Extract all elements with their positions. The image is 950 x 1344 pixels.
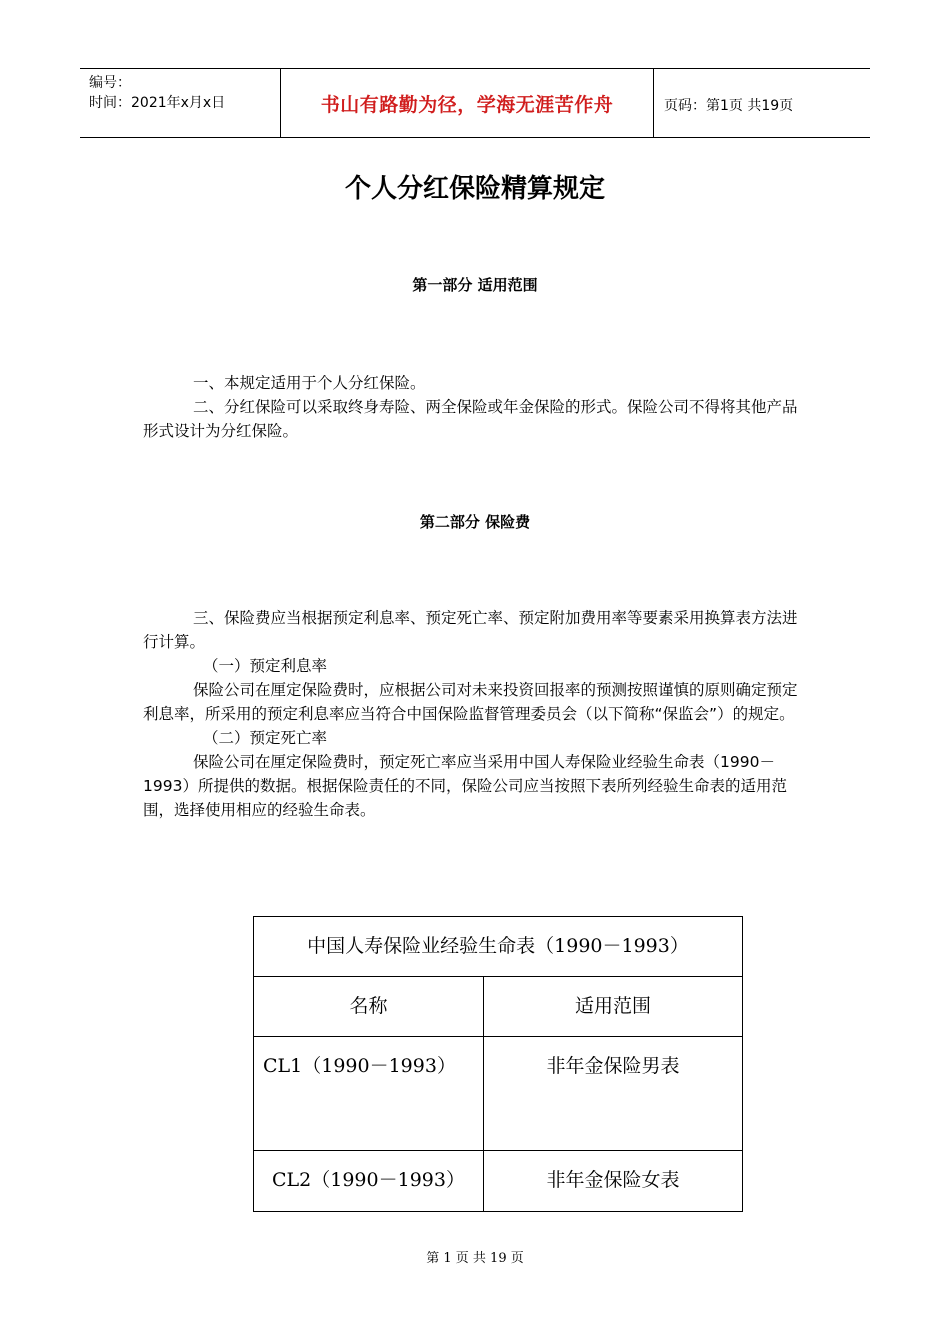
row-1-scope: 非年金保险男表 xyxy=(546,1055,680,1077)
header-page-info: 页码：第1页 共19页 xyxy=(664,98,794,114)
header-name: 名称 xyxy=(349,995,388,1017)
header-right-cell xyxy=(654,69,870,137)
row-1-name: CL1（1990－1993） xyxy=(263,1055,456,1077)
document-title: 个人分红保险精算规定 xyxy=(344,174,605,204)
row-2-scope: 非年金保险女表 xyxy=(546,1169,680,1191)
part1-paragraph-1: 一、本规定适用于个人分红保险。 xyxy=(193,374,426,392)
header-scope: 适用范围 xyxy=(574,995,651,1017)
part1-heading: 第一部分 适用范围 xyxy=(412,276,538,294)
subsection-2-text: 保险公司在厘定保险费时，预定死亡率应当采用中国人寿保险业经验生命表（1990－1993）所提供的数据。根据保险责任的不同，保险公司应当按照下表所列经验生命表的适用范围，选择使用相应的经验生命表。 xyxy=(143,753,787,819)
table-row xyxy=(254,1037,742,1151)
page-footer: 第 1 页 共 19 页 xyxy=(426,1251,524,1266)
table-row xyxy=(254,1151,742,1211)
table-caption-row xyxy=(254,917,742,977)
part2-paragraph-3: 三、保险费应当根据预定利息率、预定死亡率、预定附加费用率等要素采用换算表方法进行计算。 xyxy=(143,609,798,651)
subsection-1-heading: （一）预定利息率 xyxy=(203,657,328,675)
part1-paragraph-2: 二、分红保险可以采取终身寿险、两全保险或年金保险的形式。保险公司不得将其他产品形式设计为分红保险。 xyxy=(143,398,798,440)
header-motto: 书山有路勤为径，学海无涯苦作舟 xyxy=(320,94,614,116)
table-caption: 中国人寿保险业经验生命表（1990－1993） xyxy=(307,935,689,957)
life-table xyxy=(253,916,743,1212)
row-2-name: CL2（1990－1993） xyxy=(272,1169,465,1191)
time-label: 时间：2021年x月x日 xyxy=(89,95,226,111)
part2-heading: 第二部分 保险费 xyxy=(419,513,531,531)
subsection-1-text: 保险公司在厘定保险费时，应根据公司对未来投资回报率的预测按照谨慎的原则确定预定利息率，所采用的预定利息率应当符合中国保险监督管理委员会（以下简称“保监会”）的规定。 xyxy=(143,681,798,723)
number-label: 编号： xyxy=(89,75,131,91)
header-middle-cell xyxy=(281,69,654,137)
part1-body xyxy=(143,371,807,443)
subsection-2-heading: （二）预定死亡率 xyxy=(203,729,328,747)
header-left-cell xyxy=(80,69,281,137)
table-header-row xyxy=(254,977,742,1037)
page-header xyxy=(80,68,870,138)
part2-body xyxy=(143,606,807,822)
